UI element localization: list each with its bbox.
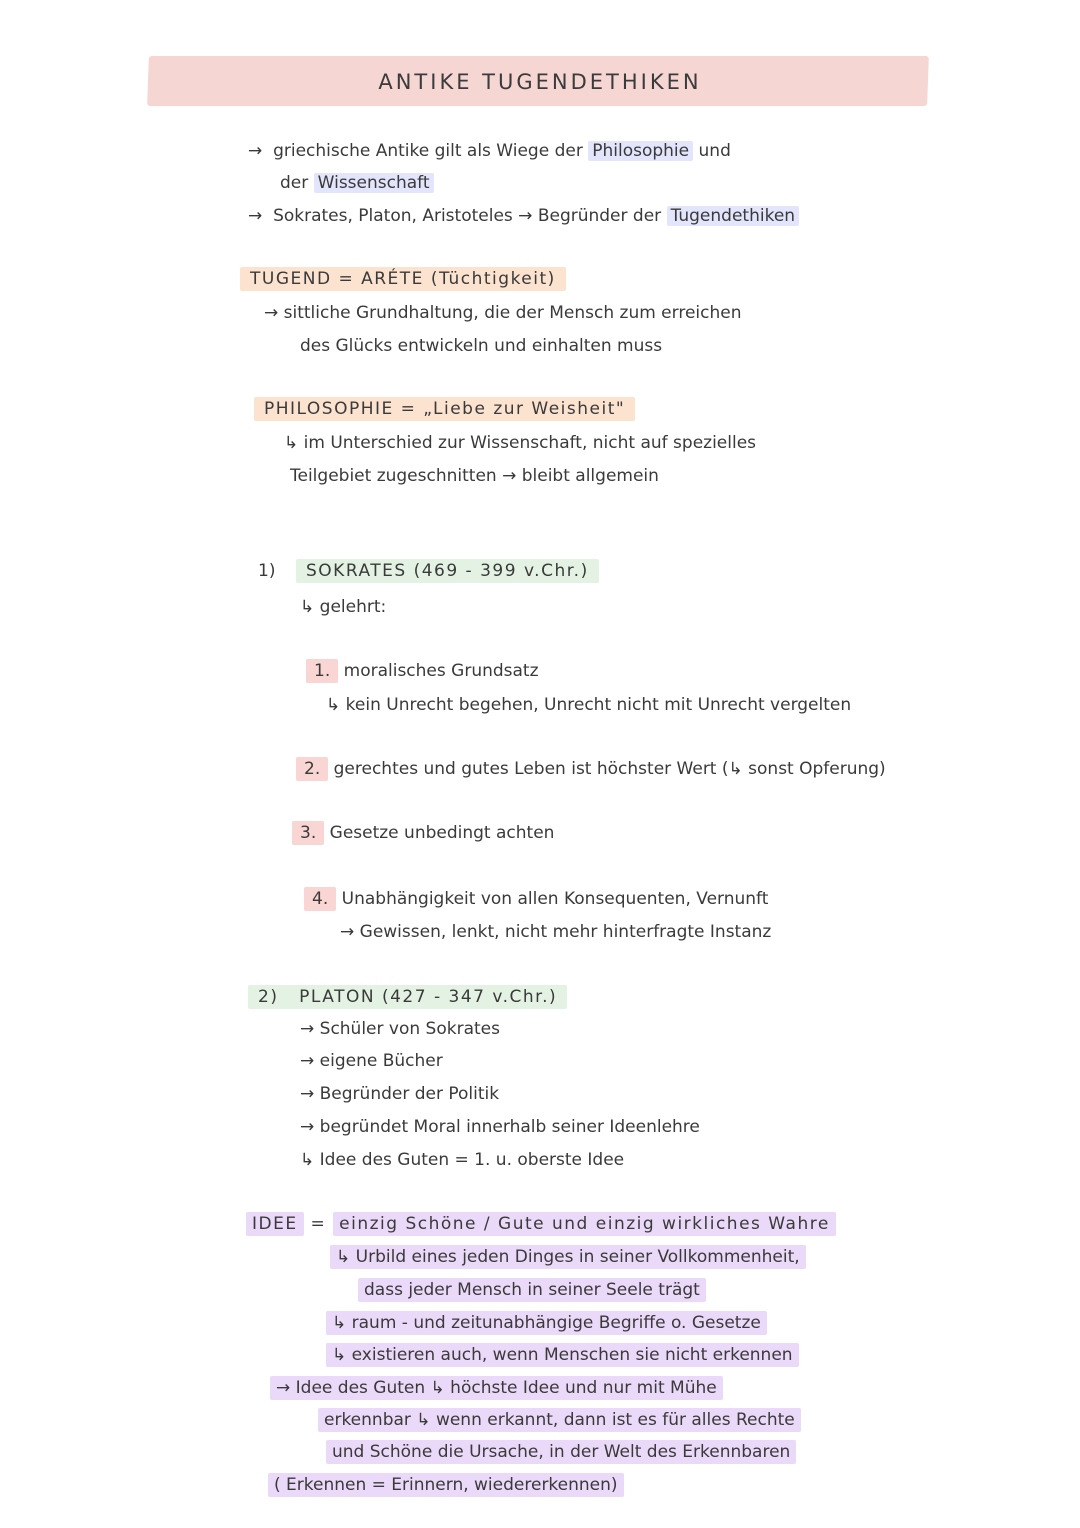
page-title: ANTIKE TUGENDETHIKEN — [378, 70, 702, 94]
idee-line-4: ↳ existieren auch, wenn Menschen sie nicht erkennen — [326, 1344, 799, 1366]
sokrates-point-1: 1. moralisches Grundsatz — [306, 660, 539, 682]
intro-line-3: → Sokrates, Platon, Aristoteles → Begründer der Tugendethiken — [248, 205, 799, 227]
tugend-heading: TUGEND = ARÉTE (Tüchtigkeit) — [240, 268, 566, 290]
tugend-line-2: des Glücks entwickeln und einhalten muss — [300, 336, 663, 356]
sokrates-point-1-sub: ↳ kein Unrecht begehen, Unrecht nicht mit Unrecht vergelten — [326, 695, 852, 715]
sokrates-heading: SOKRATES (469 - 399 v.Chr.) — [296, 560, 599, 582]
idee-line-8: ( Erkennen = Erinnern, wiedererkennen) — [268, 1474, 624, 1496]
sokrates-point-2: 2. gerechtes und gutes Leben ist höchster Wert (↳ sonst Opferung) — [296, 758, 886, 780]
idee-line-6: erkennbar ↳ wenn erkannt, dann ist es für alles Rechte — [318, 1409, 801, 1431]
idee-line-1: ↳ Urbild eines jeden Dinges in seiner Vollkommenheit, — [330, 1246, 806, 1268]
highlight-tugendethiken: Tugendethiken — [667, 206, 800, 226]
idee-heading: IDEE = einzig Schöne / Gute und einzig wirkliches Wahre — [246, 1213, 836, 1235]
sokrates-number: 1) — [258, 561, 276, 581]
sokrates-point-4-sub: → Gewissen, lenkt, nicht mehr hinterfragte Instanz — [340, 922, 772, 942]
philosophie-line-1: ↳ im Unterschied zur Wissenschaft, nicht auf spezielles — [284, 433, 757, 453]
idee-line-3: ↳ raum - und zeitunabhängige Begriffe o. Gesetze — [326, 1312, 767, 1334]
tugend-line-1: → sittliche Grundhaltung, die der Mensch zum erreichen — [264, 303, 742, 323]
highlight-philosophie: Philosophie — [588, 141, 693, 161]
philosophie-heading: PHILOSOPHIE = „Liebe zur Weisheit" — [254, 398, 635, 420]
sokrates-point-4: 4. Unabhängigkeit von allen Konsequenten, Vernunft — [304, 888, 768, 910]
idee-line-2: dass jeder Mensch in seiner Seele trägt — [358, 1279, 706, 1301]
sokrates-sub: ↳ gelehrt: — [300, 597, 387, 617]
platon-line-4: → begründet Moral innerhalb seiner Ideenlehre — [300, 1117, 700, 1137]
platon-line-5: ↳ Idee des Guten = 1. u. oberste Idee — [300, 1150, 625, 1170]
intro-line-1: → griechische Antike gilt als Wiege der Philosophie und — [248, 141, 731, 161]
sokrates-point-3: 3. Gesetze unbedingt achten — [292, 822, 554, 844]
intro-line-2: der Wissenschaft — [280, 172, 434, 194]
platon-line-1: → Schüler von Sokrates — [300, 1019, 500, 1039]
platon-heading: 2) PLATON (427 - 347 v.Chr.) — [248, 986, 567, 1008]
philosophie-line-2: Teilgebiet zugeschnitten → bleibt allgemein — [290, 466, 659, 486]
platon-line-3: → Begründer der Politik — [300, 1084, 500, 1104]
highlight-wissenschaft: Wissenschaft — [314, 173, 434, 193]
idee-line-7: und Schöne die Ursache, in der Welt des Erkennbaren — [326, 1441, 796, 1463]
idee-definition: einzig Schöne / Gute und einzig wirkliches Wahre — [333, 1212, 836, 1236]
idee-line-5: → Idee des Guten ↳ höchste Idee und nur mit Mühe — [270, 1377, 723, 1399]
platon-line-2: → eigene Bücher — [300, 1051, 443, 1071]
